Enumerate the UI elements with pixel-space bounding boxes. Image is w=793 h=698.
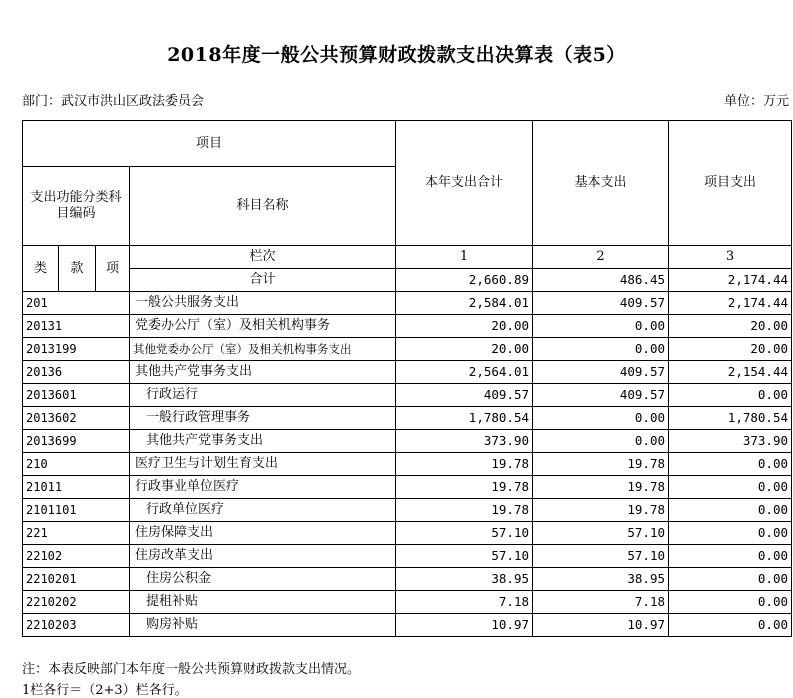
row-code: 2210202: [23, 591, 130, 614]
row-total: 57.10: [396, 522, 533, 545]
row-basic: 57.10: [533, 522, 669, 545]
header-xiang: 项: [96, 246, 130, 292]
row-project: 0.00: [669, 522, 792, 545]
total-basic-value: 486.45: [533, 269, 669, 292]
row-total: 2,584.01: [396, 292, 533, 315]
row-total: 1,780.54: [396, 407, 533, 430]
header-total-year: 本年支出合计: [396, 121, 533, 246]
table-row: [23, 292, 792, 315]
row-total: 19.78: [396, 499, 533, 522]
header-project: 项目: [23, 121, 396, 167]
row-project: 0.00: [669, 545, 792, 568]
table-row: [23, 476, 792, 499]
row-name: 其他共产党事务支出: [130, 430, 396, 453]
row-project: 2,154.44: [669, 361, 792, 384]
row-total: 20.00: [396, 315, 533, 338]
table-row: [23, 614, 792, 637]
row-project: 20.00: [669, 315, 792, 338]
table-row: [23, 361, 792, 384]
row-name: 住房保障支出: [130, 522, 396, 545]
table-row: [23, 591, 792, 614]
table-row: [23, 522, 792, 545]
row-project: 0.00: [669, 453, 792, 476]
row-basic: 0.00: [533, 430, 669, 453]
row-project: 2,174.44: [669, 292, 792, 315]
header-project-exp: 项目支出: [669, 121, 792, 246]
table-row: [23, 545, 792, 568]
row-basic: 38.95: [533, 568, 669, 591]
row-basic: 19.78: [533, 453, 669, 476]
table-row: [23, 338, 792, 361]
row-total: 19.78: [396, 476, 533, 499]
row-name: 医疗卫生与计划生育支出: [130, 453, 396, 476]
row-name: 行政单位医疗: [130, 499, 396, 522]
row-basic: 409.57: [533, 361, 669, 384]
row-total: 409.57: [396, 384, 533, 407]
row-total: 57.10: [396, 545, 533, 568]
row-code: 20136: [23, 361, 130, 384]
row-total: 20.00: [396, 338, 533, 361]
row-name: 行政事业单位医疗: [130, 476, 396, 499]
table-row: [23, 568, 792, 591]
table-row: [23, 453, 792, 476]
footnote-1: 注：本表反映部门本年度一般公共预算财政拨款支出情况。: [22, 662, 361, 677]
header-col1: 1: [396, 246, 533, 269]
row-project: 0.00: [669, 476, 792, 499]
row-basic: 57.10: [533, 545, 669, 568]
header-subject-name: 科目名称: [130, 167, 396, 246]
row-code: 20131: [23, 315, 130, 338]
row-name: 住房公积金: [130, 568, 396, 591]
total-project-value: 2,174.44: [669, 269, 792, 292]
row-name: 提租补贴: [130, 591, 396, 614]
row-code: 2013699: [23, 430, 130, 453]
row-code: 2101101: [23, 499, 130, 522]
row-basic: 7.18: [533, 591, 669, 614]
row-basic: 0.00: [533, 338, 669, 361]
row-code: 2013601: [23, 384, 130, 407]
row-project: 0.00: [669, 614, 792, 637]
row-basic: 409.57: [533, 292, 669, 315]
row-project: 0.00: [669, 591, 792, 614]
department-label: 部门：武汉市洪山区政法委员会: [22, 94, 205, 109]
row-basic: 0.00: [533, 315, 669, 338]
row-code: 21011: [23, 476, 130, 499]
row-code: 2013602: [23, 407, 130, 430]
row-name: 住房改革支出: [130, 545, 396, 568]
total-year-value: 2,660.89: [396, 269, 533, 292]
row-code: 221: [23, 522, 130, 545]
row-code: 2210201: [23, 568, 130, 591]
header-func-code: 支出功能分类科目编码: [23, 167, 130, 246]
header-col-index: 栏次: [130, 246, 396, 269]
row-project: 1,780.54: [669, 407, 792, 430]
row-basic: 0.00: [533, 407, 669, 430]
row-name: 一般公共服务支出: [130, 292, 396, 315]
header-kuan: 款: [59, 246, 96, 292]
row-code: 201: [23, 292, 130, 315]
total-label: 合计: [130, 269, 396, 292]
row-basic: 10.97: [533, 614, 669, 637]
row-basic: 409.57: [533, 384, 669, 407]
row-total: 10.97: [396, 614, 533, 637]
row-basic: 19.78: [533, 476, 669, 499]
table-row: [23, 315, 792, 338]
row-name: 其他党委办公厅（室）及相关机构事务支出: [130, 338, 396, 361]
row-name: 购房补贴: [130, 614, 396, 637]
table-row: [23, 384, 792, 407]
row-total: 7.18: [396, 591, 533, 614]
row-code: 2013199: [23, 338, 130, 361]
header-basic: 基本支出: [533, 121, 669, 246]
header-col2: 2: [533, 246, 669, 269]
row-total: 2,564.01: [396, 361, 533, 384]
row-project: 373.90: [669, 430, 792, 453]
row-name: 其他共产党事务支出: [130, 361, 396, 384]
row-code: 22102: [23, 545, 130, 568]
row-total: 19.78: [396, 453, 533, 476]
row-project: 0.00: [669, 384, 792, 407]
row-name: 党委办公厅（室）及相关机构事务: [130, 315, 396, 338]
row-code: 2210203: [23, 614, 130, 637]
row-basic: 19.78: [533, 499, 669, 522]
row-project: 0.00: [669, 499, 792, 522]
table-row: [23, 499, 792, 522]
table-row: [23, 407, 792, 430]
row-total: 373.90: [396, 430, 533, 453]
row-code: 210: [23, 453, 130, 476]
header-lei: 类: [23, 246, 59, 292]
footnote-2: 1栏各行＝（2+3）栏各行。: [22, 683, 188, 698]
unit-label: 单位：万元: [723, 94, 789, 109]
report-title: 2018年度一般公共预算财政拨款支出决算表（表5）: [167, 44, 626, 66]
expenditure-table: [22, 120, 792, 637]
header-col3: 3: [669, 246, 792, 269]
row-project: 0.00: [669, 568, 792, 591]
row-name: 一般行政管理事务: [130, 407, 396, 430]
row-name: 行政运行: [130, 384, 396, 407]
table-row: [23, 430, 792, 453]
row-total: 38.95: [396, 568, 533, 591]
row-project: 20.00: [669, 338, 792, 361]
